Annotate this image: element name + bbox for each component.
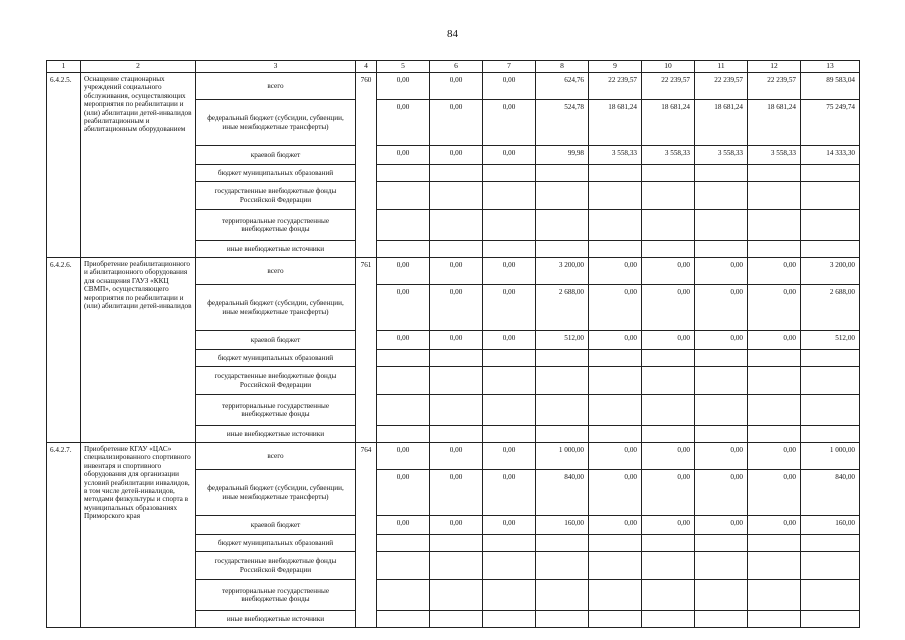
- amount-cell: 0,00: [589, 258, 642, 285]
- amount-cell: [430, 580, 483, 611]
- amount-cell: [377, 535, 430, 552]
- amount-cell: 0,00: [430, 470, 483, 516]
- amount-cell: 0,00: [589, 443, 642, 470]
- amount-cell: [430, 182, 483, 210]
- column-number: 9: [589, 61, 642, 73]
- funding-source: территориальные государственные внебюджетные фонды: [196, 210, 356, 241]
- funding-source: краевой бюджет: [196, 516, 356, 535]
- amount-cell: 160,00: [536, 516, 589, 535]
- funding-source: территориальные государственные внебюджетные фонды: [196, 395, 356, 426]
- amount-cell: 0,00: [589, 285, 642, 331]
- amount-cell: 0,00: [642, 258, 695, 285]
- page-number: 84: [447, 28, 458, 40]
- amount-cell: [801, 165, 860, 182]
- amount-cell: [483, 165, 536, 182]
- column-number: 3: [196, 61, 356, 73]
- funding-source: бюджет муниципальных образований: [196, 165, 356, 182]
- amount-cell: [695, 182, 748, 210]
- amount-cell: 0,00: [377, 285, 430, 331]
- amount-cell: [483, 210, 536, 241]
- amount-cell: 0,00: [483, 73, 536, 100]
- amount-cell: 89 583,04: [801, 73, 860, 100]
- column-number: 2: [81, 61, 196, 73]
- amount-cell: 0,00: [695, 331, 748, 350]
- amount-cell: [536, 241, 589, 258]
- table-row: [47, 258, 860, 285]
- amount-cell: 0,00: [748, 516, 801, 535]
- amount-cell: [748, 241, 801, 258]
- amount-cell: [483, 426, 536, 443]
- amount-cell: [589, 535, 642, 552]
- amount-cell: [695, 611, 748, 628]
- amount-cell: 2 688,00: [801, 285, 860, 331]
- amount-cell: 840,00: [536, 470, 589, 516]
- amount-cell: [642, 611, 695, 628]
- amount-cell: [589, 611, 642, 628]
- amount-cell: [430, 552, 483, 580]
- amount-cell: 0,00: [589, 331, 642, 350]
- amount-cell: 512,00: [801, 331, 860, 350]
- funding-source: государственные внебюджетные фонды Российской Федерации: [196, 552, 356, 580]
- amount-cell: 0,00: [377, 443, 430, 470]
- amount-cell: [536, 426, 589, 443]
- table-row: [47, 73, 860, 100]
- amount-cell: [642, 535, 695, 552]
- amount-cell: [536, 580, 589, 611]
- amount-cell: [430, 367, 483, 395]
- amount-cell: 512,00: [536, 331, 589, 350]
- amount-cell: [748, 350, 801, 367]
- measure-name: Приобретение реабилитационного и абилитационного оборудования для оснащения ГАУЗ «ККЦ СВМП», осуществляющего мероприятия по реабилитации и (или) абилитации детей-инвалидов: [81, 258, 196, 443]
- amount-cell: [377, 580, 430, 611]
- amount-cell: 0,00: [483, 100, 536, 146]
- amount-cell: 22 239,57: [695, 73, 748, 100]
- amount-cell: 624,76: [536, 73, 589, 100]
- amount-cell: 0,00: [695, 470, 748, 516]
- funding-source: краевой бюджет: [196, 331, 356, 350]
- column-number: 4: [356, 61, 377, 73]
- amount-cell: [748, 535, 801, 552]
- amount-cell: [377, 552, 430, 580]
- amount-cell: [430, 395, 483, 426]
- amount-cell: [748, 580, 801, 611]
- amount-cell: [695, 210, 748, 241]
- amount-cell: 0,00: [430, 73, 483, 100]
- amount-cell: [748, 165, 801, 182]
- amount-cell: 0,00: [430, 516, 483, 535]
- amount-cell: [377, 367, 430, 395]
- amount-cell: 840,00: [801, 470, 860, 516]
- funding-source: бюджет муниципальных образований: [196, 350, 356, 367]
- amount-cell: [642, 182, 695, 210]
- amount-cell: [536, 350, 589, 367]
- amount-cell: 0,00: [483, 146, 536, 165]
- amount-cell: [483, 535, 536, 552]
- amount-cell: [589, 350, 642, 367]
- amount-cell: 0,00: [642, 443, 695, 470]
- amount-cell: [695, 552, 748, 580]
- amount-cell: [589, 210, 642, 241]
- amount-cell: 18 681,24: [642, 100, 695, 146]
- amount-cell: 0,00: [430, 331, 483, 350]
- funding-source: государственные внебюджетные фонды Российской Федерации: [196, 182, 356, 210]
- line-number: 764: [356, 443, 377, 628]
- amount-cell: 3 558,33: [748, 146, 801, 165]
- amount-cell: 22 239,57: [589, 73, 642, 100]
- column-number: 11: [695, 61, 748, 73]
- amount-cell: [589, 580, 642, 611]
- amount-cell: [483, 182, 536, 210]
- funding-source: федеральный бюджет (субсидии, субвенции, иные межбюджетные трансферты): [196, 470, 356, 516]
- amount-cell: [748, 210, 801, 241]
- amount-cell: 0,00: [483, 443, 536, 470]
- amount-cell: [801, 611, 860, 628]
- amount-cell: [801, 210, 860, 241]
- amount-cell: [430, 210, 483, 241]
- measure-code: 6.4.2.5.: [47, 73, 81, 258]
- amount-cell: 0,00: [377, 100, 430, 146]
- amount-cell: [801, 350, 860, 367]
- amount-cell: [801, 580, 860, 611]
- amount-cell: [801, 367, 860, 395]
- amount-cell: [430, 350, 483, 367]
- amount-cell: 0,00: [430, 100, 483, 146]
- amount-cell: 524,78: [536, 100, 589, 146]
- budget-table: [46, 60, 860, 628]
- amount-cell: 0,00: [695, 285, 748, 331]
- column-number: 1: [47, 61, 81, 73]
- amount-cell: [589, 367, 642, 395]
- amount-cell: [748, 552, 801, 580]
- amount-cell: 18 681,24: [695, 100, 748, 146]
- amount-cell: [377, 210, 430, 241]
- amount-cell: [642, 580, 695, 611]
- table-row: [47, 443, 860, 470]
- table-body: [47, 73, 860, 628]
- amount-cell: 99,98: [536, 146, 589, 165]
- amount-cell: [430, 241, 483, 258]
- amount-cell: [536, 395, 589, 426]
- amount-cell: [695, 535, 748, 552]
- amount-cell: 0,00: [377, 258, 430, 285]
- amount-cell: [801, 535, 860, 552]
- column-number: 12: [748, 61, 801, 73]
- amount-cell: [748, 426, 801, 443]
- amount-cell: 0,00: [642, 516, 695, 535]
- amount-cell: [377, 350, 430, 367]
- amount-cell: [377, 611, 430, 628]
- amount-cell: [695, 367, 748, 395]
- amount-cell: 1 000,00: [536, 443, 589, 470]
- measure-name: Оснащение стационарных учреждений социального обслуживания, осуществляющих мероприятия по реабилитации и (или) абилитации детей-инвалидов реабилитационным и абилитационным оборудованием: [81, 73, 196, 258]
- funding-source: территориальные государственные внебюджетные фонды: [196, 580, 356, 611]
- measure-name: Приобретение КГАУ «ЦАС» специализированного спортивного инвентаря и спортивного оборудования для организации условий реабилитации инвалидов, в том числе детей-инвалидов, методами физкультуры и спорта в муниципальных образованиях Приморского края: [81, 443, 196, 628]
- funding-source: федеральный бюджет (субсидии, субвенции, иные межбюджетные трансферты): [196, 100, 356, 146]
- funding-source: иные внебюджетные источники: [196, 611, 356, 628]
- amount-cell: [483, 395, 536, 426]
- amount-cell: 0,00: [695, 516, 748, 535]
- amount-cell: [695, 350, 748, 367]
- amount-cell: 0,00: [483, 258, 536, 285]
- funding-source: иные внебюджетные источники: [196, 426, 356, 443]
- column-number: 5: [377, 61, 430, 73]
- amount-cell: [589, 552, 642, 580]
- amount-cell: [589, 241, 642, 258]
- amount-cell: [483, 552, 536, 580]
- amount-cell: 1 000,00: [801, 443, 860, 470]
- column-number: 7: [483, 61, 536, 73]
- amount-cell: [377, 241, 430, 258]
- funding-source: всего: [196, 73, 356, 100]
- amount-cell: 0,00: [430, 146, 483, 165]
- column-number: 6: [430, 61, 483, 73]
- amount-cell: [430, 535, 483, 552]
- amount-cell: [589, 426, 642, 443]
- funding-source: иные внебюджетные источники: [196, 241, 356, 258]
- amount-cell: [377, 426, 430, 443]
- column-number: 8: [536, 61, 589, 73]
- column-number: 10: [642, 61, 695, 73]
- amount-cell: 3 558,33: [695, 146, 748, 165]
- amount-cell: [642, 426, 695, 443]
- amount-cell: [695, 165, 748, 182]
- amount-cell: [695, 580, 748, 611]
- amount-cell: [642, 552, 695, 580]
- amount-cell: 0,00: [642, 331, 695, 350]
- amount-cell: [483, 611, 536, 628]
- amount-cell: 75 249,74: [801, 100, 860, 146]
- amount-cell: [430, 165, 483, 182]
- amount-cell: [642, 210, 695, 241]
- measure-code: 6.4.2.7.: [47, 443, 81, 628]
- funding-source: государственные внебюджетные фонды Российской Федерации: [196, 367, 356, 395]
- amount-cell: 0,00: [483, 516, 536, 535]
- funding-source: краевой бюджет: [196, 146, 356, 165]
- amount-cell: 18 681,24: [748, 100, 801, 146]
- amount-cell: 0,00: [642, 470, 695, 516]
- amount-cell: [536, 182, 589, 210]
- amount-cell: 0,00: [377, 331, 430, 350]
- amount-cell: [483, 241, 536, 258]
- amount-cell: [801, 552, 860, 580]
- amount-cell: 0,00: [377, 516, 430, 535]
- amount-cell: 0,00: [589, 516, 642, 535]
- amount-cell: [377, 182, 430, 210]
- funding-source: федеральный бюджет (субсидии, субвенции, иные межбюджетные трансферты): [196, 285, 356, 331]
- amount-cell: 0,00: [695, 258, 748, 285]
- amount-cell: 0,00: [430, 258, 483, 285]
- amount-cell: [642, 241, 695, 258]
- amount-cell: [695, 241, 748, 258]
- amount-cell: 0,00: [748, 470, 801, 516]
- amount-cell: 0,00: [483, 285, 536, 331]
- amount-cell: 3 558,33: [589, 146, 642, 165]
- amount-cell: 22 239,57: [748, 73, 801, 100]
- line-number: 761: [356, 258, 377, 443]
- amount-cell: 0,00: [430, 443, 483, 470]
- amount-cell: [642, 165, 695, 182]
- amount-cell: [642, 350, 695, 367]
- funding-source: всего: [196, 443, 356, 470]
- amount-cell: [801, 241, 860, 258]
- amount-cell: [695, 426, 748, 443]
- amount-cell: [748, 611, 801, 628]
- amount-cell: [483, 580, 536, 611]
- column-number: 13: [801, 61, 860, 73]
- amount-cell: [748, 182, 801, 210]
- amount-cell: 3 558,33: [642, 146, 695, 165]
- amount-cell: [536, 535, 589, 552]
- amount-cell: 0,00: [377, 146, 430, 165]
- line-number: 760: [356, 73, 377, 258]
- amount-cell: 0,00: [377, 73, 430, 100]
- funding-source: бюджет муниципальных образований: [196, 535, 356, 552]
- amount-cell: 0,00: [430, 285, 483, 331]
- amount-cell: [801, 395, 860, 426]
- amount-cell: [536, 552, 589, 580]
- amount-cell: 18 681,24: [589, 100, 642, 146]
- amount-cell: 14 333,30: [801, 146, 860, 165]
- amount-cell: [801, 182, 860, 210]
- amount-cell: 0,00: [377, 470, 430, 516]
- amount-cell: 0,00: [642, 285, 695, 331]
- amount-cell: [430, 611, 483, 628]
- amount-cell: 0,00: [695, 443, 748, 470]
- amount-cell: [589, 182, 642, 210]
- amount-cell: [748, 367, 801, 395]
- amount-cell: [536, 611, 589, 628]
- amount-cell: [483, 350, 536, 367]
- amount-cell: 0,00: [748, 285, 801, 331]
- amount-cell: [695, 395, 748, 426]
- amount-cell: 0,00: [748, 258, 801, 285]
- amount-cell: [377, 165, 430, 182]
- amount-cell: 0,00: [748, 443, 801, 470]
- measure-code: 6.4.2.6.: [47, 258, 81, 443]
- amount-cell: 160,00: [801, 516, 860, 535]
- amount-cell: [536, 210, 589, 241]
- column-number-row: [47, 61, 860, 73]
- amount-cell: [430, 426, 483, 443]
- amount-cell: [536, 165, 589, 182]
- amount-cell: [536, 367, 589, 395]
- amount-cell: [377, 395, 430, 426]
- amount-cell: 0,00: [483, 331, 536, 350]
- amount-cell: 0,00: [483, 470, 536, 516]
- amount-cell: [748, 395, 801, 426]
- amount-cell: 0,00: [748, 331, 801, 350]
- amount-cell: 0,00: [589, 470, 642, 516]
- amount-cell: [642, 367, 695, 395]
- amount-cell: [483, 367, 536, 395]
- amount-cell: [642, 395, 695, 426]
- amount-cell: [801, 426, 860, 443]
- funding-source: всего: [196, 258, 356, 285]
- amount-cell: 3 200,00: [801, 258, 860, 285]
- amount-cell: 3 200,00: [536, 258, 589, 285]
- amount-cell: [589, 395, 642, 426]
- amount-cell: [589, 165, 642, 182]
- amount-cell: 2 688,00: [536, 285, 589, 331]
- amount-cell: 22 239,57: [642, 73, 695, 100]
